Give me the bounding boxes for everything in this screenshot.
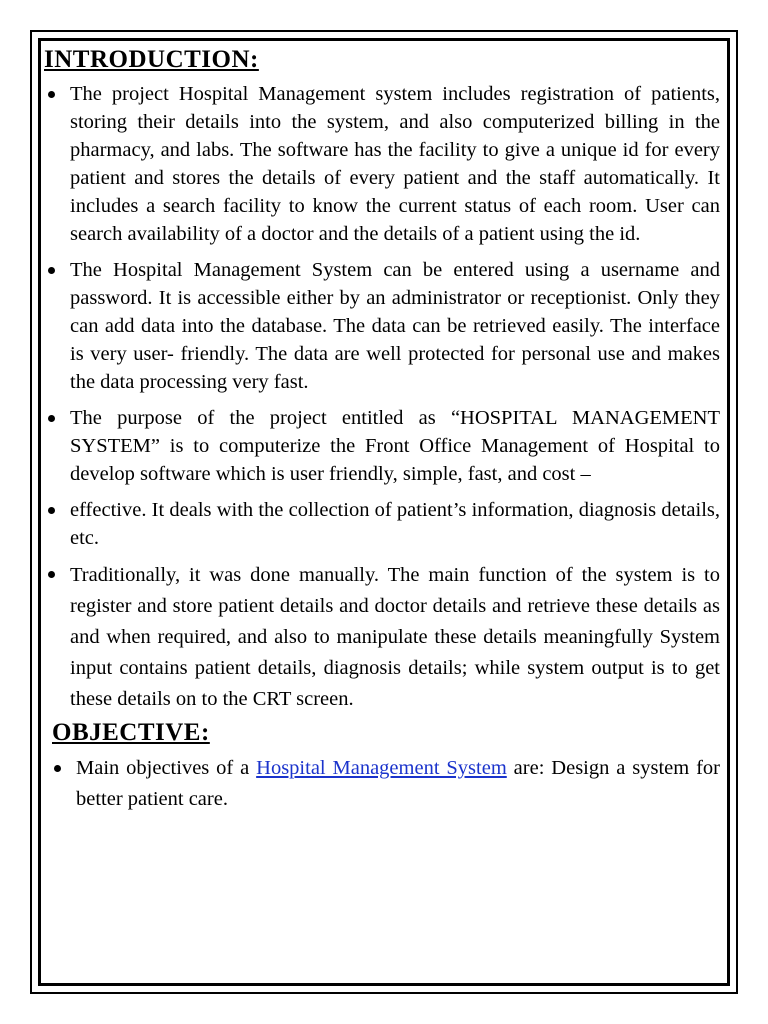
list-item (44, 753, 720, 815)
list-item-text: The purpose of the project entitled as “HOSPITAL MANAGEMENT SYSTEM” is to computerize the Front Office Management of Hospital to develop software which is user friendly, simple, fast, and cost – (70, 407, 720, 485)
document-body (44, 42, 720, 815)
list-item (44, 560, 720, 715)
bullet-icon (48, 507, 55, 514)
hospital-management-system-link[interactable]: Hospital Management System (256, 757, 507, 779)
objective-text-suffix: are: Design a system for better patient care. (76, 757, 720, 810)
list-item-text: effective. It deals with the collection of patient’s information, diagnosis details, etc. (70, 499, 720, 549)
list-item (44, 80, 720, 248)
list-item (44, 404, 720, 488)
introduction-heading: INTRODUCTION: (44, 46, 259, 73)
bullet-icon (48, 571, 55, 578)
list-item (44, 496, 720, 552)
objective-list (44, 753, 720, 815)
list-item (44, 256, 720, 396)
list-item-text: Traditionally, it was done manually. The main function of the system is to register and store patient details and doctor details and retrieve these details as and when required, and also to manipulate these details meaningfully System input contains patient details, diagnosis details; while system output is to get these details on to the CRT screen. (70, 564, 720, 710)
objective-text-prefix: Main objectives of a (76, 757, 257, 779)
bullet-icon (48, 91, 55, 98)
bullet-icon (48, 267, 55, 274)
bullet-icon (48, 415, 55, 422)
objective-heading: OBJECTIVE: (52, 719, 210, 746)
bullet-icon (54, 765, 61, 772)
introduction-list (44, 80, 720, 715)
list-item-text: The project Hospital Management system includes registration of patients, storing their details into the system, and also computerized billing in the pharmacy, and labs. The software has the facility to give a unique id for every patient and stores the details of every patient and the staff automatically. It includes a search facility to know the current status of each room. User can search availability of a doctor and the details of a patient using the id. (70, 83, 720, 245)
list-item-text: The Hospital Management System can be entered using a username and password. It is accessible either by an administrator or receptionist. Only they can add data into the database. The data can be retrieved easily. The interface is very user- friendly. The data are well protected for personal use and makes the data processing very fast. (70, 259, 720, 393)
